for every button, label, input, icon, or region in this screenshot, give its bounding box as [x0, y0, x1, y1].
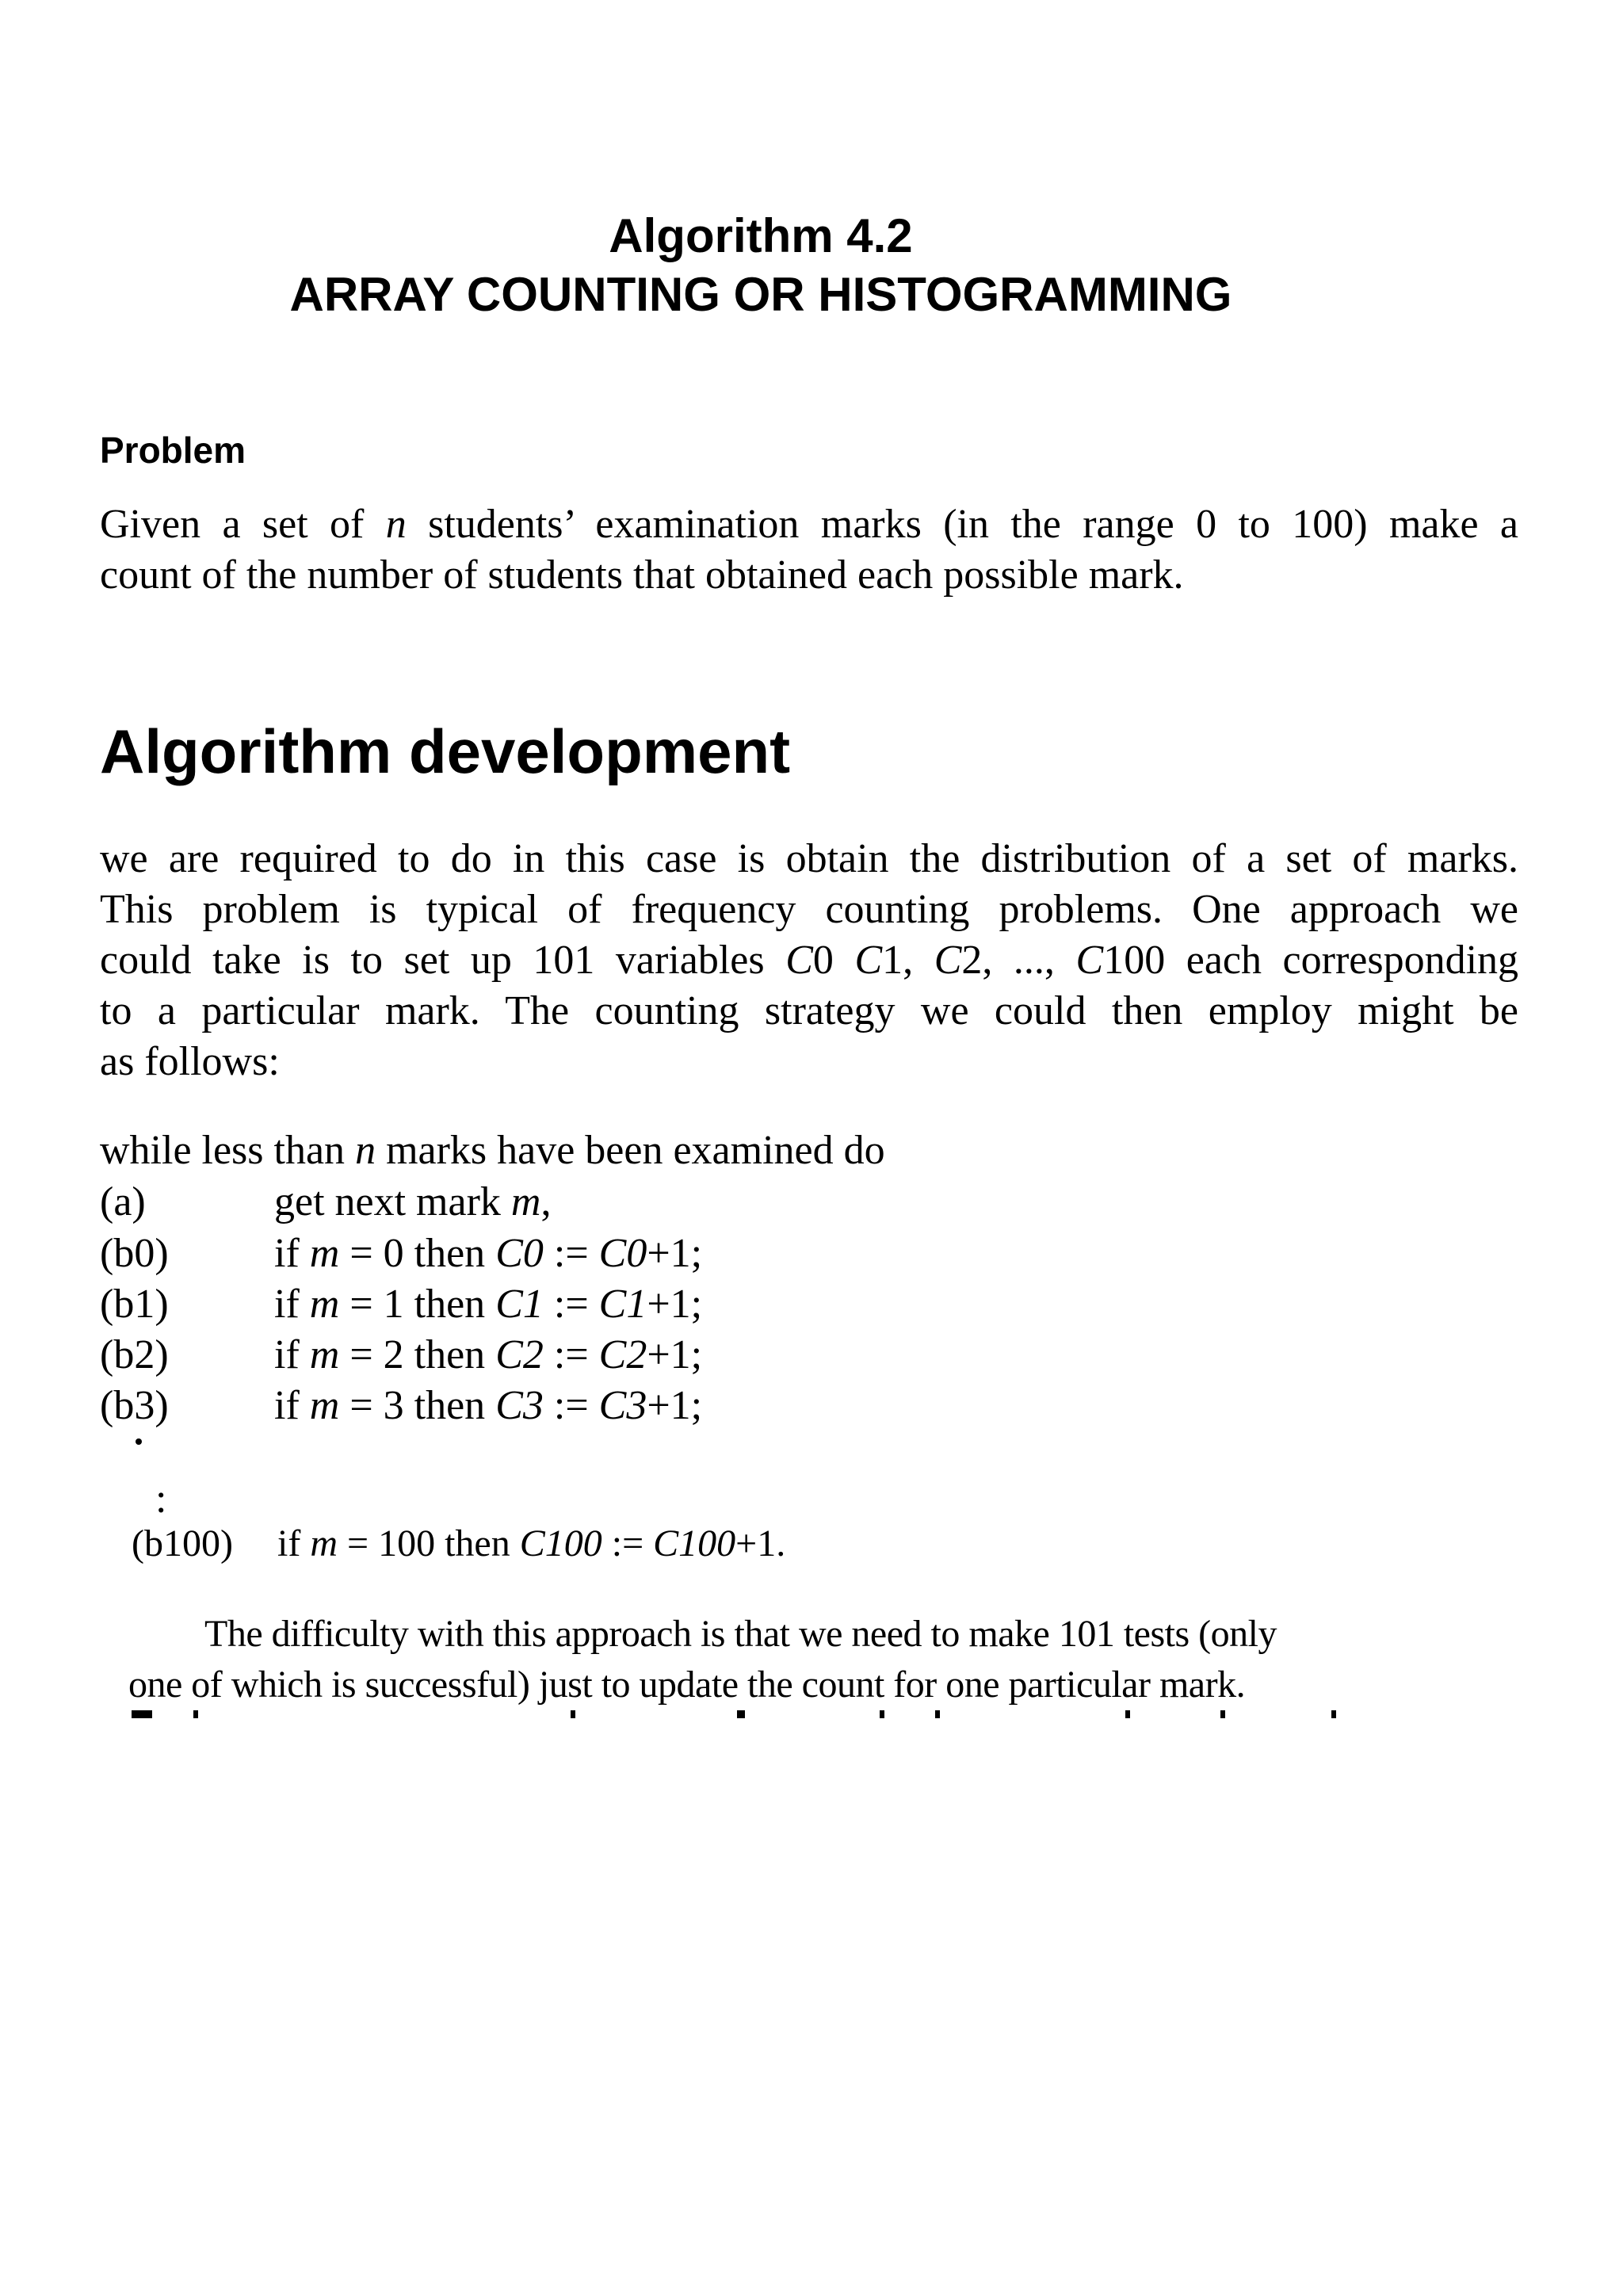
algorithm-number: Algorithm 4.2 — [609, 209, 913, 262]
step-label: (b2) — [100, 1332, 169, 1377]
step-label: (b0) — [100, 1231, 169, 1276]
development-line-2: This problem is typical of frequency counting problems. One approach we — [100, 887, 1518, 932]
ellipsis-colon: : — [155, 1477, 167, 1522]
development-line-5: as follows: — [100, 1039, 280, 1084]
development-line-4: to a particular mark. The counting strategy we could then employ might be — [100, 988, 1518, 1033]
closing-paragraph — [128, 1609, 1341, 1710]
step-statement: get next mark m, — [274, 1179, 552, 1224]
closing-line-2: one of which is successful) just to update the count for one particular mark. — [128, 1664, 1246, 1706]
step-label: (b100) — [132, 1522, 233, 1564]
intro-post: marks have been examined do — [376, 1128, 885, 1173]
problem-line-1: Given a set of n students’ examination marks (in the range 0 to 100) make a — [100, 502, 1518, 547]
intro-pre: while less than — [100, 1128, 356, 1173]
cropped-text-line — [127, 1710, 1347, 1718]
step-statement: if m = 1 then C1 := C1+1; — [274, 1282, 703, 1327]
pseudocode-intro — [100, 1125, 885, 1176]
algorithm-title: ARRAY COUNTING OR HISTOGRAMMING — [289, 268, 1232, 321]
intro-var: n — [355, 1128, 376, 1173]
step-label: (b3) — [100, 1383, 169, 1428]
section-heading: Algorithm development — [100, 716, 791, 786]
step-label: (b1) — [100, 1282, 169, 1327]
problem-label: Problem — [100, 430, 246, 471]
development-line-3: could take is to set up 101 variables C0 C1, C2, ..., C100 each corresponding — [100, 938, 1519, 983]
step-statement: if m = 100 then C100 := C100+1. — [277, 1522, 786, 1564]
step-statement: if m = 2 then C2 := C2+1; — [274, 1332, 703, 1377]
development-paragraph — [100, 834, 1518, 1087]
problem-statement — [100, 499, 1518, 601]
closing-line-1: The difficulty with this approach is that we need to make 101 tests (only — [204, 1613, 1277, 1655]
ellipsis-dot — [136, 1438, 142, 1445]
development-line-1: we are required to do in this case is obtain the distribution of a set of marks. — [100, 836, 1518, 881]
step-label: (a) — [100, 1179, 146, 1224]
step-statement: if m = 3 then C3 := C3+1; — [274, 1383, 703, 1428]
problem-line-2: count of the number of students that obtained each possible mark. — [100, 552, 1184, 598]
step-statement: if m = 0 then C0 := C0+1; — [274, 1231, 703, 1276]
